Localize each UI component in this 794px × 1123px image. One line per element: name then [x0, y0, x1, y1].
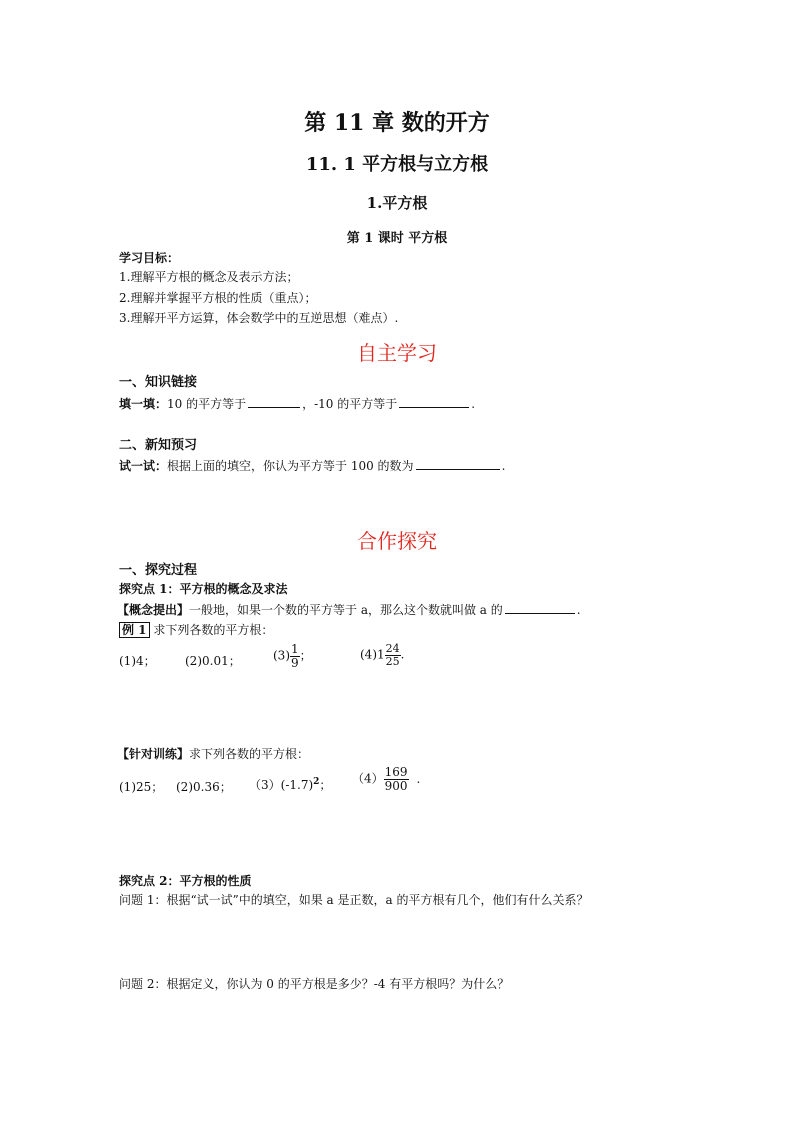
blank-1[interactable] — [248, 394, 300, 408]
subsection-title: 1.平方根 — [366, 194, 428, 212]
training-line — [117, 745, 309, 762]
cooperative-title: 合作探究 — [357, 529, 437, 553]
item-suffix: ； — [319, 778, 332, 792]
concept-line — [117, 600, 581, 618]
concept-label: 【概念提出】 — [117, 603, 190, 617]
fill-in-text-b: ，-10 的平方等于 — [302, 397, 398, 411]
item-suffix: . — [416, 771, 421, 786]
objectives-label: 学习目标： — [119, 251, 180, 265]
try-line — [119, 456, 505, 474]
chapter-title: 第 11 章 数的开方 — [304, 110, 490, 136]
lesson-title: 第 1 课时 平方根 — [346, 231, 448, 246]
fraction-denominator: 9 — [291, 655, 299, 670]
self-study-title: 自主学习 — [357, 341, 437, 365]
item-suffix: . — [400, 647, 405, 662]
fraction-denominator: 900 — [384, 778, 408, 793]
fill-in-end: . — [471, 397, 476, 411]
concept-text: 一般地，如果一个数的平方等于 a，那么这个数就叫做 a 的 — [189, 603, 503, 617]
training-text: 求下列各数的平方根： — [189, 747, 310, 761]
blank-2[interactable] — [399, 394, 469, 408]
item-prefix: （4） — [352, 771, 384, 786]
blank-4[interactable] — [505, 600, 575, 614]
example-item: (1)4； — [119, 654, 156, 668]
item-prefix: (4)1 — [360, 647, 385, 662]
objective-item: 1.理解平方根的概念及表示方法； — [119, 270, 299, 284]
section-title: 11. 1 平方根与立方根 — [305, 154, 489, 175]
preview-heading: 二、新知预习 — [119, 438, 198, 453]
training-item: (1)25； — [119, 780, 164, 794]
question-1: 问题 1：根据“试一试”中的填空，如果 a 是正数，a 的平方根有几个，他们有什么关系？ — [119, 893, 589, 907]
example-item-fraction — [360, 643, 404, 667]
fraction-numerator: 169 — [384, 765, 408, 779]
example1-text: 求下列各数的平方根： — [149, 623, 274, 637]
fraction-numerator: 24 — [385, 642, 400, 655]
item-prefix: (3) — [273, 648, 290, 663]
knowledge-link-heading: 一、知识链接 — [119, 375, 198, 390]
try-end: . — [501, 459, 506, 473]
example1-line — [119, 621, 273, 638]
training-item-power — [249, 776, 331, 793]
process-heading: 一、探究过程 — [119, 563, 198, 578]
training-label: 【针对训练】 — [117, 747, 190, 761]
fill-in-text-a: 10 的平方等于 — [167, 397, 247, 411]
fill-in-label: 填一填： — [119, 397, 168, 411]
try-text: 根据上面的填空，你认为平方等于 100 的数为 — [167, 459, 414, 473]
training-item-fraction — [352, 766, 420, 792]
fill-in-line — [119, 394, 475, 412]
question-2: 问题 2：根据定义，你认为 0 的平方根是多少？-4 有平方根吗？为什么？ — [119, 977, 510, 991]
training-item: (2)0.36； — [176, 780, 232, 794]
item-suffix: ； — [299, 648, 312, 663]
point2-heading: 探究点 2：平方根的性质 — [119, 874, 252, 888]
objective-item: 3.理解开平方运算，体会数学中的互逆思想（难点）. — [119, 311, 399, 325]
blank-3[interactable] — [416, 456, 500, 470]
fraction — [384, 766, 409, 792]
example-item-fraction — [273, 643, 312, 669]
item-exponent: 2 — [313, 777, 320, 787]
fraction-numerator: 1 — [291, 642, 299, 656]
example1-label: 例 1 — [119, 622, 150, 638]
objective-item: 2.理解并掌握平方根的性质（重点）； — [119, 291, 317, 305]
item-base: （3）(-1.7) — [249, 778, 314, 792]
try-label: 试一试： — [119, 459, 168, 473]
fraction — [290, 643, 300, 669]
point1-heading: 探究点 1：平方根的概念及求法 — [119, 582, 288, 596]
concept-end: . — [576, 603, 581, 617]
fraction-denominator: 25 — [385, 654, 400, 668]
fraction — [385, 643, 401, 667]
example-item: (2)0.01； — [185, 654, 241, 668]
